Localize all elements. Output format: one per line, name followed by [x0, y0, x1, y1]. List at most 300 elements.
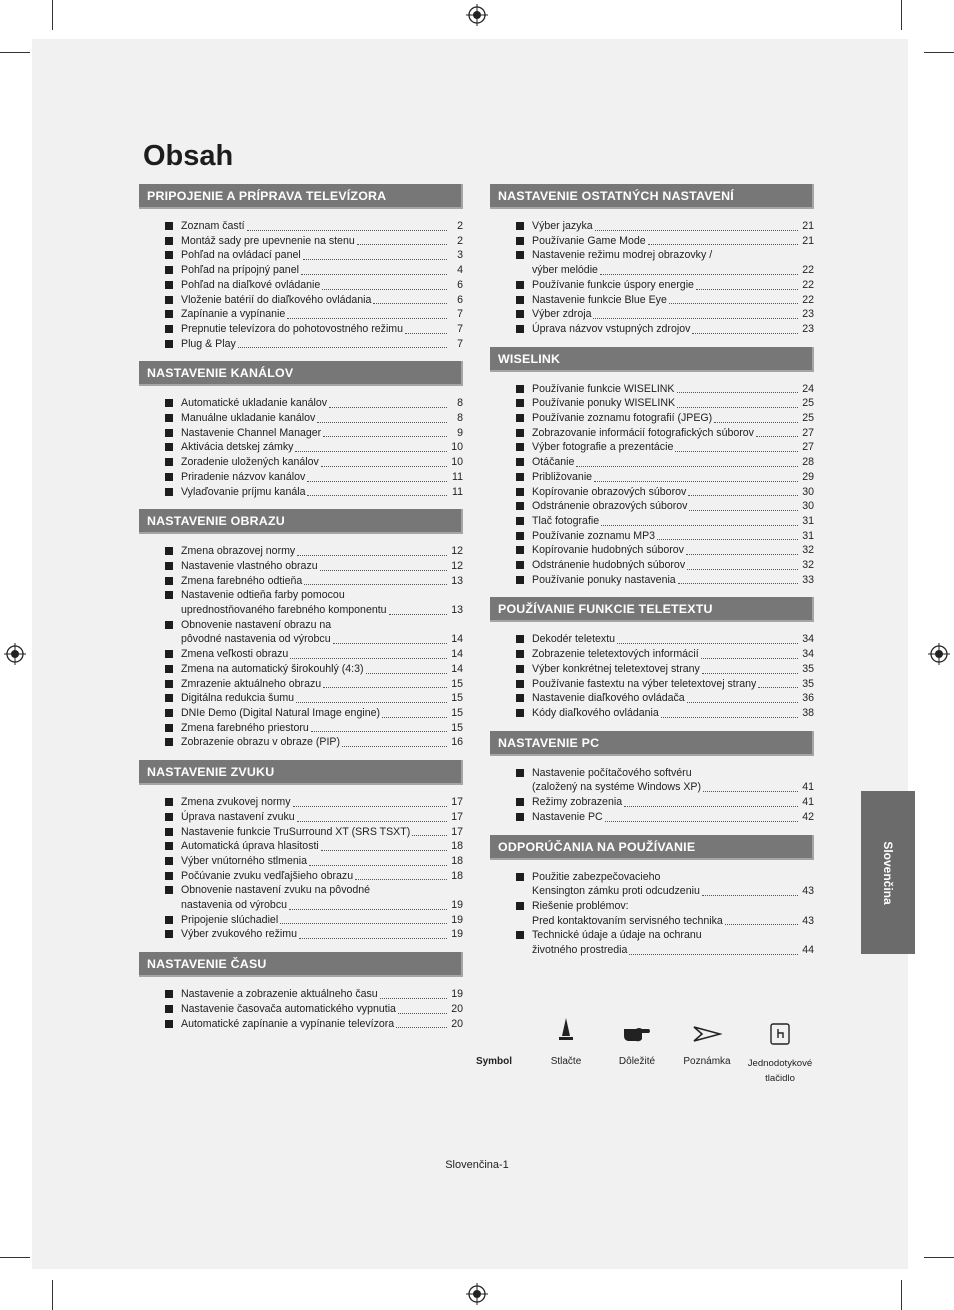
- dot-leader: [396, 1027, 447, 1028]
- toc-entry[interactable]: [516, 647, 814, 662]
- crop-mark: [901, 1280, 902, 1310]
- toc-entry-line: [532, 219, 814, 234]
- dot-leader: [701, 658, 798, 659]
- toc-entry-line: [532, 382, 814, 397]
- toc-entry[interactable]: [516, 307, 814, 322]
- toc-entry-text: Zoznam častí: [181, 220, 245, 232]
- toc-page-number: 8: [457, 412, 463, 425]
- dot-leader: [333, 643, 447, 644]
- toc-entry[interactable]: [516, 278, 814, 293]
- toc-entry-text: Automatické ukladanie kanálov: [181, 397, 328, 410]
- toc-page-number: 44: [802, 944, 814, 957]
- toc-entry-text: Výber konkrétnej teletextovej strany: [532, 662, 700, 675]
- toc-entry-text: Zobrazovanie informácií fotografických súborov: [532, 426, 754, 439]
- toc-section: [139, 509, 463, 750]
- toc-page-number: 16: [451, 736, 463, 749]
- toc-entry-text: Otáčanie: [532, 456, 575, 469]
- dot-leader: [696, 289, 798, 290]
- toc-page-number: 19: [451, 913, 463, 926]
- toc-entry[interactable]: [165, 219, 463, 234]
- toc-entry-list: [139, 987, 463, 1031]
- toc-entry[interactable]: [165, 588, 463, 617]
- toc-entry[interactable]: [165, 913, 463, 928]
- toc-entry[interactable]: [165, 647, 463, 662]
- toc-page-number: 31: [802, 529, 814, 542]
- toc-entry-line: [181, 322, 463, 337]
- toc-entry-text: Aktivácia detskej zámky: [181, 441, 294, 454]
- toc-entry[interactable]: [165, 307, 463, 322]
- toc-entry-text: Zobrazenie obrazu v obraze (PIP): [181, 736, 340, 749]
- toc-entry[interactable]: [165, 810, 463, 825]
- toc-page-number: 14: [451, 648, 463, 661]
- toc-page-number: 13: [451, 604, 463, 617]
- dot-leader: [307, 481, 447, 482]
- toc-entry-text: Nastavenie počítačového softvéru: [532, 766, 692, 779]
- toc-entry[interactable]: [165, 691, 463, 706]
- toc-entry-text: Kopírovanie obrazových súborov: [532, 485, 687, 498]
- language-side-tab: [861, 791, 915, 954]
- toc-page-number: 35: [802, 677, 814, 690]
- section-heading: NASTAVENIE ZVUKU: [139, 760, 463, 785]
- toc-entry-line: [532, 870, 814, 885]
- toc-section: [490, 731, 814, 825]
- toc-entry-line: [532, 248, 814, 263]
- crop-mark: [52, 0, 53, 30]
- toc-entry[interactable]: [165, 1017, 463, 1032]
- dot-leader: [624, 806, 798, 807]
- crop-mark: [901, 0, 902, 30]
- dot-leader: [366, 673, 447, 674]
- toc-entry-line: [532, 426, 814, 441]
- toc-entry-text: Dekodér teletextu: [532, 633, 616, 646]
- toc-entry[interactable]: [165, 735, 463, 750]
- toc-entry-text: Používanie funkcie úspory energie: [532, 278, 694, 291]
- toc-entry-line: [181, 426, 463, 441]
- toc-entry-line: [181, 1002, 463, 1017]
- toc-entry-list: [139, 544, 463, 750]
- toc-entry[interactable]: [516, 426, 814, 441]
- page-number-footer: Slovenčina-1: [445, 1159, 509, 1171]
- toc-entry[interactable]: [516, 470, 814, 485]
- toc-entry-text: Zmena farebného priestoru: [181, 721, 309, 734]
- toc-entry-line: [532, 440, 814, 455]
- toc-entry-text: Používanie fastextu na výber teletextovej strany: [532, 677, 757, 690]
- toc-entry[interactable]: [165, 883, 463, 912]
- toc-entry[interactable]: [516, 928, 814, 957]
- toc-entry-list: [139, 396, 463, 499]
- toc-entry[interactable]: [516, 706, 814, 721]
- toc-page-number: 17: [451, 796, 463, 809]
- toc-left-column: [139, 184, 463, 1041]
- toc-entry-line: [532, 884, 814, 899]
- symbol-legend-title: Symbol: [475, 1056, 513, 1067]
- toc-entry[interactable]: [165, 927, 463, 942]
- toc-page-number: 2: [457, 234, 463, 247]
- toc-entry-line: [181, 544, 463, 559]
- dot-leader: [373, 303, 447, 304]
- dot-leader: [398, 1013, 447, 1014]
- toc-entry[interactable]: [165, 825, 463, 840]
- toc-entry[interactable]: [516, 677, 814, 692]
- toc-entry-line: [532, 470, 814, 485]
- dot-leader: [357, 244, 447, 245]
- toc-entry-line: [181, 677, 463, 692]
- toc-entry-line: [532, 322, 814, 337]
- toc-entry-line: [181, 278, 463, 293]
- toc-page-number: 25: [802, 397, 814, 410]
- toc-page-number: 8: [457, 397, 463, 410]
- toc-entry[interactable]: [165, 411, 463, 426]
- toc-entry-line: [532, 573, 814, 588]
- dot-leader: [320, 570, 447, 571]
- toc-entry-text: Kensington zámku proti odcudzeniu: [532, 885, 700, 898]
- registration-mark-icon: [466, 4, 488, 26]
- toc-entry-line: [532, 558, 814, 573]
- toc-entry[interactable]: [516, 810, 814, 825]
- crop-mark: [924, 1257, 954, 1258]
- dot-leader: [714, 422, 798, 423]
- toc-entry[interactable]: [165, 263, 463, 278]
- toc-page-number: 17: [451, 810, 463, 823]
- toc-page-number: 30: [802, 485, 814, 498]
- toc-page-number: 19: [451, 899, 463, 912]
- dot-leader: [342, 746, 447, 747]
- toc-page-number: 13: [451, 574, 463, 587]
- toc-entry-text: Zobrazenie teletextových informácií: [532, 648, 699, 661]
- toc-entry-text: Výber jazyka: [532, 220, 593, 232]
- toc-entry-line: [181, 618, 463, 633]
- toc-page-number: 15: [451, 692, 463, 705]
- toc-entry[interactable]: [165, 248, 463, 263]
- toc-entry-text: Výber zvukového režimu: [181, 928, 297, 941]
- dot-leader: [287, 318, 447, 319]
- toc-page-number: 42: [802, 810, 814, 823]
- toc-entry-text: Zmena veľkosti obrazu: [181, 648, 289, 661]
- toc-entry[interactable]: [516, 543, 814, 558]
- toc-entry-line: [532, 278, 814, 293]
- toc-page-number: 14: [451, 633, 463, 646]
- dot-leader: [593, 318, 798, 319]
- dot-leader: [323, 436, 447, 437]
- toc-entry-text: Pred kontaktovaním servisného technika: [532, 914, 723, 927]
- toc-page-number: 43: [802, 914, 814, 927]
- toc-entry-line: [181, 927, 463, 942]
- toc-entry-list: [139, 795, 463, 942]
- dot-leader: [321, 466, 447, 467]
- toc-page-number: 41: [802, 796, 814, 809]
- toc-entry[interactable]: [165, 987, 463, 1002]
- toc-entry-text: Zoradenie uložených kanálov: [181, 456, 319, 469]
- toc-page-number: 33: [802, 573, 814, 586]
- toc-entry[interactable]: [165, 396, 463, 411]
- toc-page-number: 7: [457, 337, 463, 350]
- toc-entry-text: Kopírovanie hudobných súborov: [532, 544, 684, 557]
- side-tab-label: Slovenčina: [881, 840, 895, 905]
- toc-entry-line: [181, 396, 463, 411]
- section-heading: NASTAVENIE OBRAZU: [139, 509, 463, 534]
- toc-entry-line: [532, 795, 814, 810]
- toc-entry-line: [181, 307, 463, 322]
- toc-entry[interactable]: [165, 706, 463, 721]
- toc-entry[interactable]: [516, 485, 814, 500]
- dot-leader: [758, 687, 798, 688]
- toc-entry[interactable]: [165, 293, 463, 308]
- toc-entry-line: [181, 647, 463, 662]
- toc-entry[interactable]: [516, 396, 814, 411]
- toc-entry-text: Nastavenie Channel Manager: [181, 426, 322, 439]
- toc-entry[interactable]: [516, 411, 814, 426]
- toc-entry-line: [181, 1017, 463, 1032]
- dot-leader: [238, 347, 447, 348]
- toc-page-number: 43: [802, 885, 814, 898]
- toc-entry-line: [181, 810, 463, 825]
- toc-page-number: 6: [457, 293, 463, 306]
- toc-entry[interactable]: [516, 691, 814, 706]
- toc-entry-text: Nastavenie vlastného obrazu: [181, 559, 318, 572]
- toc-entry[interactable]: [165, 440, 463, 455]
- toc-entry[interactable]: [516, 529, 814, 544]
- toc-entry-line: [532, 455, 814, 470]
- toc-page-number: 27: [802, 426, 814, 439]
- dot-leader: [321, 850, 447, 851]
- toc-entry[interactable]: [516, 899, 814, 928]
- toc-entry-text: Približovanie: [532, 470, 593, 483]
- toc-entry[interactable]: [516, 514, 814, 529]
- toc-entry[interactable]: [165, 662, 463, 677]
- toc-entry-text: nastavenia od výrobcu: [181, 899, 288, 912]
- dot-leader: [576, 466, 798, 467]
- dot-leader: [677, 407, 798, 408]
- toc-entry-text: Digitálna redukcia šumu: [181, 692, 295, 705]
- toc-entry[interactable]: [516, 766, 814, 795]
- toc-entry-line: [181, 869, 463, 884]
- toc-entry-line: [532, 396, 814, 411]
- toc-page-number: 9: [457, 426, 463, 439]
- dot-leader: [311, 731, 447, 732]
- toc-entry[interactable]: [516, 234, 814, 249]
- toc-entry[interactable]: [516, 499, 814, 514]
- toc-page-number: 12: [451, 545, 463, 558]
- dot-leader: [412, 835, 447, 836]
- dot-leader: [692, 333, 798, 334]
- press-icon: [551, 1016, 581, 1046]
- dot-leader: [297, 821, 447, 822]
- toc-entry-line: [181, 795, 463, 810]
- toc-entry[interactable]: [516, 558, 814, 573]
- toc-entry-line: [181, 263, 463, 278]
- toc-entry[interactable]: [165, 278, 463, 293]
- dot-leader: [323, 687, 447, 688]
- toc-entry-text: uprednostňovaného farebného komponentu: [181, 604, 387, 617]
- toc-page-number: 23: [802, 308, 814, 321]
- toc-page-number: 20: [451, 1002, 463, 1015]
- toc-entry[interactable]: [165, 854, 463, 869]
- toc-entry-line: [532, 543, 814, 558]
- toc-entry[interactable]: [165, 869, 463, 884]
- note-label: Poznámka: [683, 1056, 731, 1067]
- toc-entry-list: [139, 219, 463, 351]
- toc-entry[interactable]: [165, 470, 463, 485]
- section-heading: NASTAVENIE OSTATNÝCH NASTAVENÍ: [490, 184, 814, 209]
- toc-page-number: 10: [451, 441, 463, 454]
- toc-entry-line: [181, 721, 463, 736]
- toc-entry[interactable]: [165, 1002, 463, 1017]
- toc-entry[interactable]: [165, 426, 463, 441]
- toc-entry-text: výber melódie: [532, 264, 598, 277]
- one-touch-button-icon: [765, 1019, 795, 1049]
- dot-leader: [280, 923, 447, 924]
- toc-page-number: 12: [451, 559, 463, 572]
- toc-entry-text: (založený na systéme Windows XP): [532, 781, 701, 794]
- toc-entry-text: Použitie zabezpečovacieho: [532, 870, 661, 883]
- toc-page-number: 35: [802, 662, 814, 675]
- toc-entry[interactable]: [165, 559, 463, 574]
- toc-page-number: 22: [802, 278, 814, 291]
- toc-entry-line: [532, 662, 814, 677]
- toc-entry[interactable]: [165, 544, 463, 559]
- section-heading: ODPORÚČANIA NA POUŽÍVANIE: [490, 835, 814, 860]
- toc-entry[interactable]: [165, 574, 463, 589]
- toc-entry-line: [181, 219, 463, 234]
- dot-leader: [725, 924, 798, 925]
- toc-section: [490, 347, 814, 588]
- dot-leader: [601, 525, 798, 526]
- toc-entry-list: [490, 219, 814, 337]
- toc-entry[interactable]: [165, 618, 463, 647]
- toc-entry-line: [181, 455, 463, 470]
- toc-entry[interactable]: [165, 721, 463, 736]
- section-heading: NASTAVENIE KANÁLOV: [139, 361, 463, 386]
- toc-entry[interactable]: [165, 485, 463, 500]
- toc-entry[interactable]: [165, 337, 463, 352]
- toc-page-number: 17: [451, 825, 463, 838]
- toc-entry-line: [181, 825, 463, 840]
- important-hand-icon: [622, 1019, 652, 1049]
- toc-section: [490, 184, 814, 337]
- toc-page-number: 19: [451, 988, 463, 1001]
- toc-entry-line: [532, 677, 814, 692]
- toc-entry-line: [181, 470, 463, 485]
- toc-entry-text: Zmena zvukovej normy: [181, 796, 291, 809]
- toc-entry[interactable]: [516, 795, 814, 810]
- toc-entry-line: [181, 854, 463, 869]
- toc-entry-line: [532, 780, 814, 795]
- toc-entry[interactable]: [516, 322, 814, 337]
- toc-page-number: 34: [802, 648, 814, 661]
- toc-entry-text: Výber fotografie a prezentácie: [532, 441, 674, 454]
- toc-entry[interactable]: [165, 795, 463, 810]
- toc-entry[interactable]: [516, 573, 814, 588]
- toc-entry-line: [181, 588, 463, 603]
- toc-page-number: 6: [457, 278, 463, 291]
- toc-entry-line: [181, 662, 463, 677]
- dot-leader: [295, 451, 447, 452]
- toc-entry-line: [532, 706, 814, 721]
- toc-entry-line: [532, 514, 814, 529]
- dot-leader: [382, 717, 447, 718]
- toc-entry[interactable]: [516, 870, 814, 899]
- toc-entry-line: [532, 766, 814, 781]
- one-touch-label-line2: tlačidlo: [765, 1073, 795, 1084]
- toc-entry[interactable]: [516, 293, 814, 308]
- toc-entry-text: Obnovenie nastavení zvuku na pôvodné: [181, 884, 371, 897]
- toc-right-column: [490, 184, 814, 968]
- toc-section: [139, 361, 463, 499]
- dot-leader: [657, 539, 798, 540]
- toc-entry[interactable]: [516, 440, 814, 455]
- toc-page-number: 23: [802, 322, 814, 335]
- dot-leader: [617, 643, 798, 644]
- dot-leader: [703, 791, 798, 792]
- dot-leader: [293, 806, 447, 807]
- toc-entry[interactable]: [516, 248, 814, 277]
- toc-entry-line: [532, 485, 814, 500]
- toc-entry[interactable]: [165, 322, 463, 337]
- toc-entry[interactable]: [516, 632, 814, 647]
- toc-entry-line: [181, 898, 463, 913]
- toc-entry-text: Používanie ponuky nastavenia: [532, 573, 676, 586]
- toc-entry-line: [181, 485, 463, 500]
- toc-entry-text: Montáž sady pre upevnenie na stenu: [181, 234, 355, 247]
- toc-entry-text: Riešenie problémov:: [532, 899, 629, 912]
- toc-entry-line: [181, 706, 463, 721]
- toc-page-number: 14: [451, 662, 463, 675]
- dot-leader: [301, 274, 447, 275]
- toc-entry-text: Režimy zobrazenia: [532, 796, 623, 809]
- toc-page-number: 15: [451, 677, 463, 690]
- toc-entry[interactable]: [516, 455, 814, 470]
- toc-page-number: 3: [457, 249, 463, 262]
- toc-entry-text: Technické údaje a údaje na ochranu: [532, 929, 702, 942]
- dot-leader: [689, 510, 798, 511]
- toc-entry-text: Zmena farebného odtieňa: [181, 574, 303, 587]
- toc-entry-line: [532, 263, 814, 278]
- toc-page-number: 34: [802, 633, 814, 646]
- dot-leader: [675, 451, 798, 452]
- toc-section: [139, 184, 463, 351]
- toc-entry[interactable]: [165, 839, 463, 854]
- toc-page-number: 18: [451, 840, 463, 853]
- toc-entry-text: Pohľad na prípojný panel: [181, 264, 299, 277]
- toc-entry[interactable]: [165, 234, 463, 249]
- toc-page-number: 22: [802, 293, 814, 306]
- section-heading: WISELINK: [490, 347, 814, 372]
- toc-page-number: 27: [802, 441, 814, 454]
- toc-entry-list: [490, 632, 814, 720]
- toc-entry[interactable]: [516, 219, 814, 234]
- toc-entry[interactable]: [165, 677, 463, 692]
- dot-leader: [303, 259, 447, 260]
- toc-page-number: 18: [451, 869, 463, 882]
- toc-section: [490, 597, 814, 720]
- toc-entry-line: [181, 440, 463, 455]
- crop-mark: [924, 52, 954, 53]
- toc-entry-text: Obnovenie nastavení obrazu na: [181, 618, 332, 631]
- dot-leader: [669, 303, 798, 304]
- toc-entry-text: Automatická úprava hlasitosti: [181, 840, 319, 853]
- toc-entry-text: DNIe Demo (Digital Natural Image engine): [181, 706, 381, 719]
- one-touch-button-label: [742, 1056, 818, 1086]
- crop-mark: [0, 52, 30, 53]
- dot-leader: [629, 954, 798, 955]
- toc-section: [139, 952, 463, 1031]
- toc-entry-line: [532, 632, 814, 647]
- toc-entry-line: [181, 883, 463, 898]
- toc-entry[interactable]: [516, 662, 814, 677]
- toc-entry[interactable]: [165, 455, 463, 470]
- toc-entry[interactable]: [516, 382, 814, 397]
- toc-entry-line: [532, 499, 814, 514]
